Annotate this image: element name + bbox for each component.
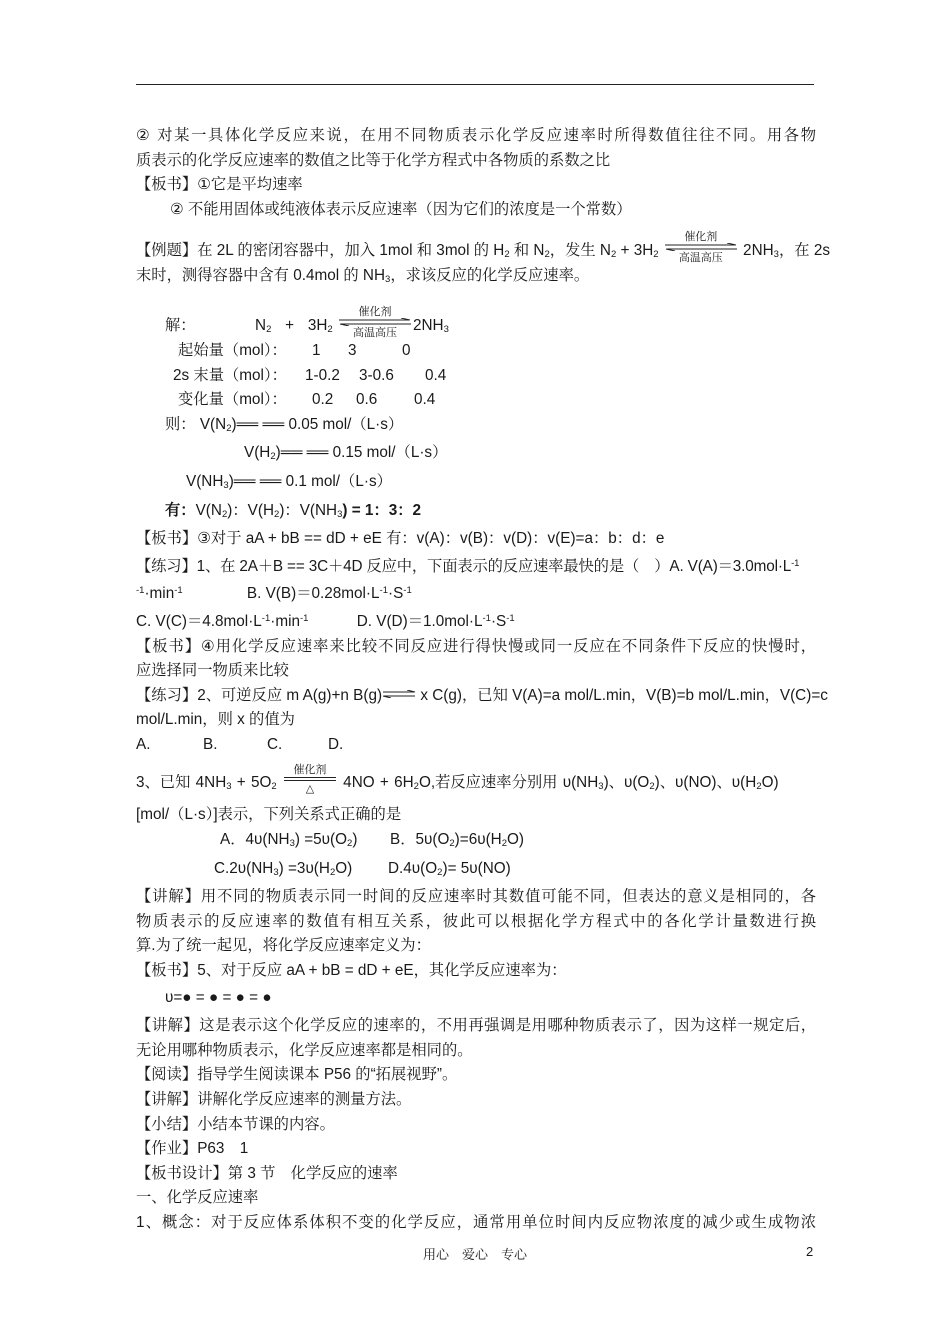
- superscript: -1: [136, 585, 145, 597]
- text-span: B. V(B)＝0.28mol·L: [246, 585, 380, 603]
- text-span: 末时，测得容器中含有 0.4mol 的 NH: [136, 267, 386, 285]
- option-label: A.: [136, 735, 151, 753]
- text-span: 2NH: [412, 316, 444, 334]
- subscript: 3: [226, 781, 232, 793]
- text-line: ② 对某一具体化学反应来说，在用不同物质表示化学反应速率时所得数值往往不同。用各物: [136, 127, 816, 144]
- text-span: 【例题】在 2L 的密闭容器中，加入 1mol 和 3mol 的 H: [136, 242, 505, 260]
- subscript: 2: [437, 866, 443, 878]
- text-span: 3H: [307, 316, 328, 334]
- subscript: 2: [347, 838, 353, 850]
- text-span: 【练习】1、在 2A＋B == 3C＋4D 反应中，下面表示的反应速率最快的是（ ）A. V(A)＝3.0mol·L: [136, 557, 792, 575]
- amount-row-2s: [136, 364, 816, 389]
- text-span: )= 5υ(NO): [442, 859, 511, 877]
- subscript: 2: [329, 866, 336, 878]
- practice-1-cont: [136, 579, 816, 607]
- text-span: ·min: [270, 612, 300, 630]
- text-span: ，求该反应的化学反应速率。: [390, 267, 590, 285]
- reversible-arrow-icon: [663, 230, 739, 264]
- text-line: mol/L.min，则 x 的值为: [136, 711, 295, 729]
- text-span: 4NO + 6H: [337, 774, 414, 792]
- heat-icon: △: [305, 782, 315, 796]
- text-line: 【板书】5、对于反应 aA + bB = dD + eE，其化学反应速率为：: [136, 962, 567, 980]
- text-span: C.2υ(NH: [214, 859, 274, 877]
- text-line: 物质表示的反应速率的数值有相互关系，彼此可以根据化学方程式中的各化学计量数进行换: [136, 912, 816, 930]
- text-span: O): [507, 831, 525, 849]
- text-span: 【练习】2、可逆反应 m A(g)+n B(g): [136, 686, 383, 704]
- text-line: 【讲解】用不同的物质表示同一时间的反应速率时其数值可能不同，但表达的意义是相同的，各: [136, 888, 816, 906]
- text-span: 和 N: [509, 242, 545, 260]
- text-span: )══ ══ 0.15 mol/（L·s）: [275, 444, 448, 462]
- rate-formula: υ=● = ● = ● = ●: [165, 988, 272, 1006]
- row-value: 1: [312, 341, 321, 359]
- text-span: B．5υ(O: [390, 831, 450, 849]
- superscript: -1: [174, 585, 183, 597]
- footer-motto: 用心 爱心 专心: [422, 1248, 527, 1263]
- superscript: -1: [506, 612, 515, 624]
- text-line: [136, 264, 816, 293]
- text-line: 质表示的化学反应速率的数值之比等于化学方程式中各物质的系数之比: [136, 151, 611, 169]
- text-line: 算.为了统一起见，将化学反应速率定义为：: [136, 937, 431, 955]
- rate-line: [136, 470, 816, 499]
- solution-equation: [136, 305, 816, 339]
- subscript: 2: [327, 323, 333, 335]
- text-span: O): [761, 774, 779, 792]
- text-span: + 5O: [231, 774, 272, 792]
- reversible-arrow-icon: [337, 305, 413, 339]
- text-line: 应选择同一物质来比较: [136, 662, 289, 680]
- text-span: )：V(NH: [279, 501, 338, 519]
- superscript: -1: [261, 612, 271, 624]
- condition-label: 催化剂: [358, 304, 392, 318]
- text-line: 【板书设计】第 3 节 化学反应的速率: [136, 1164, 398, 1182]
- subscript: 2: [449, 838, 455, 850]
- row-value: 0: [402, 341, 411, 359]
- text-span: ，在 2s: [778, 242, 830, 260]
- equilibrium-arrows-icon: [382, 690, 416, 698]
- text-span: 有：: [165, 501, 196, 519]
- document-body: [136, 124, 830, 1236]
- text-span: C. V(C)＝4.8mol·L: [136, 612, 262, 630]
- text-line: 无论用哪种物质表示，化学反应速率都是相同的。: [136, 1041, 473, 1059]
- text-span: )、υ(O: [603, 774, 650, 792]
- subscript: 2: [226, 422, 232, 434]
- equilibrium-arrows-icon: [337, 318, 413, 326]
- subscript: 3: [385, 274, 391, 286]
- subscript: 2: [504, 249, 510, 261]
- text-span: V(N: [195, 501, 222, 519]
- row-value: 3: [348, 341, 357, 359]
- superscript: -1: [403, 585, 412, 597]
- subscript: 3: [773, 249, 779, 261]
- text-line: 【阅读】指导学生阅读课本 P56 的“拓展视野”。: [136, 1066, 458, 1084]
- text-span: V(NH: [186, 472, 224, 490]
- text-span: )、υ(NO)、υ(H: [654, 774, 757, 792]
- practice-1: [136, 552, 816, 580]
- row-value: 0.4: [425, 366, 447, 384]
- text-span: D.4υ(O: [388, 859, 438, 877]
- subscript: 2: [756, 781, 762, 793]
- row-value: 0.2: [312, 391, 334, 409]
- text-span: N: [255, 316, 267, 334]
- text-span: ) =5υ(O: [294, 831, 348, 849]
- example-line: [136, 230, 830, 265]
- rate-line: [136, 441, 816, 470]
- superscript: -1: [791, 557, 800, 569]
- practice-2: [136, 684, 828, 709]
- text-span: ) =3υ(H: [278, 859, 330, 877]
- subscript: 3: [443, 323, 449, 335]
- section-heading: 一、化学反应速率: [136, 1189, 259, 1207]
- subscript: 2: [544, 249, 550, 261]
- subscript: 2: [266, 323, 272, 335]
- subscript: 2: [649, 781, 655, 793]
- text-span: )=6υ(H: [454, 831, 502, 849]
- superscript: -1: [300, 612, 309, 624]
- practice-3: [136, 763, 816, 799]
- row-label: 起始量（mol）：: [178, 341, 287, 359]
- subscript: 3: [598, 781, 604, 793]
- subscript: 2: [221, 508, 228, 520]
- text-line: ② 不能用固体或纯液体表示反应速率（因为它们的浓度是一个常数）: [170, 200, 632, 218]
- text-line: 【板书】③对于 aA + bB == dD + eE 有：v(A)：v(B)：v(D)：v(E)=a：b：d：e: [136, 530, 665, 548]
- option-c: [214, 857, 388, 886]
- practice-1-options: [136, 607, 816, 635]
- superscript: -1: [482, 612, 491, 624]
- row-value: 1-0.2: [305, 366, 340, 384]
- text-line: 【板书】①它是平均速率: [136, 176, 303, 194]
- text-span: 解：: [165, 316, 196, 334]
- subscript: 3: [273, 866, 279, 878]
- text-span: ·min: [144, 585, 175, 603]
- text-span: O): [335, 859, 353, 877]
- text-span: 2NH: [738, 242, 774, 260]
- condition-label: 催化剂: [293, 763, 327, 777]
- text-span: )══ ══ 0.05 mol/（L·s）: [231, 415, 404, 433]
- text-span: + 3H: [616, 242, 654, 260]
- option-a: [220, 828, 390, 857]
- text-line: 【作业】P63 1: [136, 1140, 249, 1158]
- condition-label: 催化剂: [684, 230, 718, 244]
- subscript: 2: [270, 451, 276, 463]
- option-label: D.: [328, 735, 344, 753]
- subscript: 2: [653, 249, 659, 261]
- row-label: 2s 末量（mol）：: [173, 366, 287, 384]
- page-number: 2: [806, 1244, 814, 1259]
- amount-row-initial: [136, 339, 816, 364]
- practice-2-options: [136, 733, 816, 758]
- option-label: C.: [267, 735, 283, 753]
- subscript: 2: [274, 508, 280, 520]
- text-span: )：V(H: [227, 501, 275, 519]
- subscript: 3: [289, 838, 295, 850]
- text-span: ): [352, 831, 358, 849]
- subscript: 2: [501, 838, 508, 850]
- text-span: +: [285, 316, 295, 334]
- option-label: B.: [203, 735, 218, 753]
- text-span: ·S: [387, 585, 404, 603]
- text-span: V(H: [244, 444, 271, 462]
- text-line: 【讲解】讲解化学反应速率的测量方法。: [136, 1091, 412, 1108]
- reaction-condition-icon: [282, 763, 338, 795]
- text-line: 【小结】小结本节课的内容。: [136, 1115, 335, 1133]
- superscript: -1: [379, 585, 388, 597]
- condition-label: 高温高压: [678, 251, 723, 265]
- condition-label: 高温高压: [352, 325, 397, 339]
- text-line: 1、概念：对于反应体系体积不变的化学反应，通常用单位时间内反应物浓度的减少或生成物浓: [136, 1213, 816, 1231]
- text-span: 3、已知 4NH: [136, 774, 227, 792]
- row-label: 变化量（mol）：: [178, 391, 287, 409]
- text-span: x C(g)，已知 V(A)=a mol/L.min，V(B)=b mol/L.min，V(C)=c: [416, 686, 828, 704]
- text-span: )══ ══ 0.1 mol/（L·s）: [228, 472, 392, 490]
- header-rule: [136, 84, 814, 85]
- text-span: ，发生 N: [549, 242, 611, 260]
- practice-3-options-ab: [136, 828, 816, 857]
- subscript: 3: [337, 508, 343, 520]
- text-span: D. V(D)＝1.0mol·L: [356, 612, 483, 630]
- row-value: 0.6: [356, 391, 378, 409]
- practice-3-options-cd: [136, 857, 816, 886]
- text-line: 【板书】④用化学反应速率来比较不同反应进行得快慢或同一反应在不同条件下反应的快慢时，: [136, 637, 816, 655]
- row-value: 3-0.6: [359, 366, 394, 384]
- subscript: 3: [223, 479, 229, 491]
- text-span: O,若反应速率分别用 υ(NH: [418, 774, 599, 792]
- rate-line: [136, 413, 816, 442]
- subscript: 2: [610, 249, 617, 261]
- subscript: 2: [271, 781, 277, 793]
- row-value: 0.4: [414, 391, 436, 409]
- text-span: ·S: [490, 612, 507, 630]
- text-line: [mol/（L·s）]表示，下列关系式正确的是: [136, 806, 402, 824]
- text-line: 【讲解】这是表示这个化学反应的速率的，不用再强调是用哪种物质表示了，因为这样一规定后，: [136, 1017, 816, 1035]
- ratio-line: [136, 499, 816, 528]
- text-span: A．4υ(NH: [220, 831, 290, 849]
- amount-row-change: [136, 388, 816, 413]
- reversible-arrow-icon: [382, 690, 416, 698]
- text-span: 则： V(N: [165, 415, 227, 433]
- subscript: 2: [413, 781, 419, 793]
- text-span: ) = 1：3：2: [342, 501, 422, 519]
